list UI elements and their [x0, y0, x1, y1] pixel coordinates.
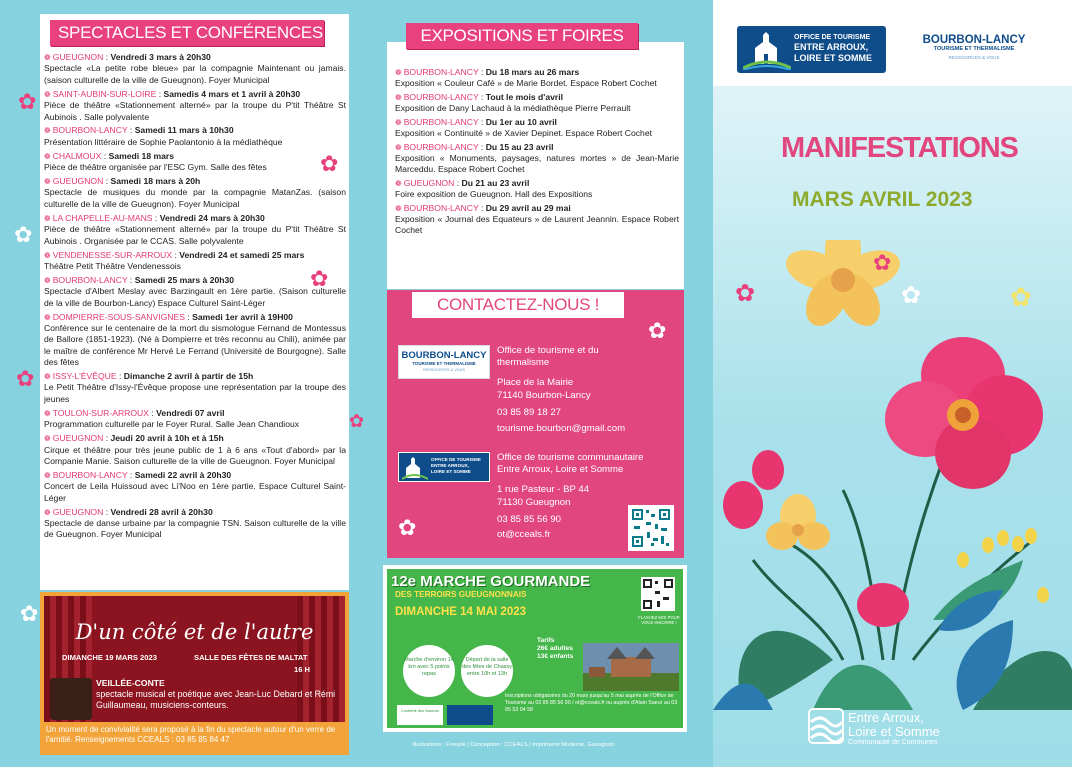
bullet-flower-icon: ❁ [44, 470, 51, 480]
ot-logo-l3: LOIRE ET SOMME [794, 53, 873, 63]
separator: : [103, 52, 111, 62]
spectacle-item-header [44, 507, 346, 518]
exposition-place: BOURBON-LANCY [403, 91, 479, 102]
pink-flower-icon: ✿ [349, 411, 365, 431]
spectacle-place: GUEUGNON [52, 52, 104, 62]
partner-logo-ot [447, 705, 493, 725]
march-qr-icon [641, 577, 675, 611]
qr-code[interactable] [628, 505, 674, 551]
spectacle-item [44, 507, 346, 541]
ot-logo-text [794, 33, 872, 64]
spectacle-date: Vendredi 28 avril à 20h30 [110, 506, 213, 517]
office2-line1: 1 rue Pasteur - BP 44 [497, 484, 590, 495]
poster-date: DIMANCHE 19 MARS 2023 [62, 653, 157, 662]
spectacle-description: Présentation littéraire de Sophie Paolantonio à la médiathèque [44, 136, 283, 147]
church-icon [402, 456, 428, 480]
office1-email[interactable]: tourisme.bourbon@gmail.com [497, 423, 626, 434]
bl-header-sub: RESSOURCES & VOUS [948, 55, 1000, 60]
separator: : [149, 407, 157, 418]
spectacle-place: BOURBON-LANCY [52, 469, 128, 480]
spectacle-item-header [44, 312, 346, 323]
separator: : [127, 274, 135, 285]
exposition-date: Du 29 avril au 29 mai [485, 202, 571, 213]
bl-header-name: BOURBON-LANCY [922, 34, 1026, 46]
office2-line2: 71130 Gueugnon [497, 497, 571, 508]
spectacle-item-header [44, 371, 346, 382]
spectacle-place: LA CHAPELLE-AU-MANS [52, 212, 153, 223]
partner-logo-1: Confrérie des Saveurs [397, 705, 443, 725]
contact-title: CONTACTEZ-NOUS ! [412, 292, 624, 318]
separator: : [478, 116, 486, 127]
exposition-description: Exposition « Monuments, paysages, natures mortes » de Jean-Marie Marceddu. Espace Robert Cochet [395, 152, 679, 175]
spectacle-place: TOULON-SUR-ARROUX [52, 407, 149, 418]
spectacle-description: Concert de Leila Huissoud avec Li'Noo en 1ère partie. Espace Culturel Saint-Léger [44, 481, 346, 503]
bullet-flower-icon: ❁ [395, 178, 402, 188]
spectacle-description: Spectacle de musiques du monde par la compagnie MatanZas. (saison culturelle de la ville de Gueugnon). Foyer Municipal [44, 187, 346, 209]
spectacle-place: BOURBON-LANCY [52, 274, 128, 285]
ot-small-l2: ENTRE ARROUX, [431, 463, 469, 468]
separator: : [156, 88, 164, 99]
spectacle-item-header [44, 433, 346, 444]
bullet-flower-icon: ❁ [44, 507, 51, 517]
spectacles-list [44, 52, 346, 543]
exposition-item [395, 67, 679, 89]
march-title: 12e MARCHE GOURMANDE [391, 573, 591, 590]
exposition-description: Exposition « Continuité » de Xavier Depinet. Espace Robert Cochet [395, 128, 653, 139]
spectacle-description: Cirque et théâtre pour très jeune public de 1 à 6 ans «Tout d'abord» par la Companie Manie. Saison culturelle de la ville de Gueugnon. Foyer Municipal [44, 444, 346, 466]
separator: : [127, 469, 135, 480]
bullet-flower-icon: ❁ [395, 117, 402, 127]
marche-gourmande-ad [383, 565, 687, 732]
spectacle-date: Samedi 18 mars [108, 150, 175, 161]
exposition-item-header [395, 67, 679, 78]
bullet-flower-icon: ❁ [44, 213, 51, 223]
pink-flower-icon: ✿ [18, 89, 37, 114]
white-flower-icon: ✿ [14, 222, 33, 247]
office1-phone: 03 85 89 18 27 [497, 407, 562, 418]
office1-line2: 71140 Bourbon-Lancy [497, 390, 591, 401]
separator: : [478, 67, 486, 77]
separator: : [103, 506, 111, 517]
exposition-item-header [395, 178, 679, 189]
bl-logo-sub: RESSOURCES & VOUS [423, 368, 465, 372]
march-qr-code[interactable] [641, 577, 675, 611]
spectacle-item [44, 408, 346, 431]
spectacle-description: Le Petit Théâtre d'Issy-l'Évêque propose une représentation par la troupe des jeunes [44, 382, 346, 404]
spectacle-description: Pièce de théâtre «Stationnement alterné» par la troupe du P'tit Théâtre St Aubinois . Organisée par le CCAS. Salle polyvalente [44, 224, 346, 246]
bullet-flower-icon: ❁ [395, 92, 402, 102]
spectacle-date: Samedi 1er avril à 19H00 [192, 311, 293, 322]
poster-venue: SALLE DES FÊTES DE MALTAT [194, 653, 308, 662]
ea-logo-l2: Loire et Somme [848, 724, 940, 739]
pink-flower [885, 337, 1043, 489]
white-flower-icon: ✿ [648, 318, 667, 343]
exposition-item-header [395, 142, 679, 153]
spectacle-date: Samedis 4 mars et 1 avril à 20h30 [163, 88, 301, 99]
exposition-date: Du 1er au 10 avril [485, 116, 557, 127]
exposition-place: BOURBON-LANCY [403, 116, 479, 127]
office2-email[interactable]: ot@cceals.fr [497, 529, 551, 540]
separator: : [478, 91, 486, 102]
pink-flower-icon: ✿ [735, 280, 756, 307]
yellow-flower-icon: ✿ [1010, 282, 1032, 312]
office1-line1: Place de la Mairie [497, 377, 574, 388]
exposition-date: Du 21 au 23 avril [461, 177, 530, 188]
spectacle-item [44, 470, 346, 504]
spectacle-item [44, 151, 346, 174]
bourbon-lancy-header-logo [916, 34, 1032, 60]
spectacle-item-header [44, 151, 346, 162]
pink-flower-icon: ✿ [320, 151, 339, 176]
veillee-conte-poster [40, 592, 349, 755]
spectacle-item-header [44, 470, 346, 481]
spectacle-item [44, 89, 346, 123]
spectacle-date: Jeudi 20 avril à 10h et à 15h [110, 433, 224, 444]
spectacle-item [44, 250, 346, 273]
spectacles-title: SPECTACLES ET CONFÉRENCES [50, 20, 324, 46]
cover-period: MARS AVRIL 2023 [792, 188, 973, 211]
poster-kind: VEILLÉE-CONTE [96, 678, 165, 688]
bullet-flower-icon: ❁ [395, 68, 402, 77]
spectacle-date: Samedi 25 mars à 20h30 [134, 274, 235, 285]
office1-address [497, 376, 625, 435]
spectacle-item-header [44, 408, 346, 419]
exposition-item [395, 142, 679, 176]
spectacle-item [44, 176, 346, 210]
spectacle-item-header [44, 125, 346, 136]
spectacle-date: Vendredi 3 mars à 20h30 [110, 52, 211, 62]
separator: : [103, 433, 111, 444]
ea-logo-name [848, 711, 940, 739]
pink-flower-icon: ✿ [873, 250, 892, 275]
separator: : [103, 176, 111, 187]
spectacle-date: Samedi 18 mars à 20h [110, 176, 201, 187]
march-circle-distance: Marche d'environ 14 km avec 5 points repas [403, 645, 455, 697]
office-tourisme-logo [737, 26, 886, 73]
separator: : [127, 125, 135, 136]
exposition-item-header [395, 117, 679, 128]
march-subtitle: DES TERROIRS GUEUGNONNAIS [395, 590, 527, 599]
office2-address [497, 483, 589, 541]
bullet-flower-icon: ❁ [44, 151, 51, 161]
bl-logo-tag: TOURISME ET THERMALISME [412, 361, 476, 366]
bullet-flower-icon: ❁ [44, 126, 51, 136]
ot-small-l1: OFFICE DE TOURISME [431, 457, 481, 462]
separator: : [184, 311, 193, 322]
exposition-date: Tout le mois d'avril [485, 91, 564, 102]
spectacle-description: Conférence sur le centenaire de la mort du sismologue Fernand de Montessus de Ballore (1851-1923). (Né à Dompierre et très reconnu au Chili), animée par le maître de conférence Mr Hervé Le Ferrand (Université de Bourgogne). Salle des fêtes [44, 322, 346, 368]
exposition-date: Du 15 au 23 avril [485, 141, 554, 152]
price-child: 13€ enfants [537, 653, 574, 660]
bl-header-tag: TOURISME ET THERMALISME [933, 46, 1015, 52]
spectacle-description: Spectacle de danse urbaine par la compagnie TSN. Saison culturelle de la ville de Gueugnon. Foyer Municipal [44, 517, 346, 540]
spectacle-item-header [44, 213, 346, 224]
bullet-flower-icon: ❁ [44, 434, 51, 444]
bullet-flower-icon: ❁ [44, 408, 51, 418]
spectacle-item [44, 371, 346, 405]
spectacle-place: DOMPIERRE-SOUS-SANVIGNES [52, 311, 185, 322]
march-inscriptions: Inscriptions obligatoires du 20 mars jusqu'au 5 mai auprès de l'Office de Tourisme au 03 85 85 56 90 / ot@cceals.fr ou auprès d'Alain Saeur au 03 85 53 04 58 [505, 693, 678, 713]
spectacle-description: Pièce de théâtre organisée par l'ESC Gym. Salle des fêtes [44, 162, 267, 173]
bullet-flower-icon: ❁ [395, 142, 402, 152]
exposition-item [395, 178, 679, 200]
spectacle-place: BOURBON-LANCY [52, 125, 128, 136]
march-circle-departure: Départ de la salle des fêtes de Chassy entre 10h et 13h [461, 645, 513, 697]
spectacle-item-header [44, 52, 346, 63]
bullet-flower-icon: ❁ [44, 250, 51, 260]
spectacle-item [44, 125, 346, 148]
exposition-date: Du 18 mars au 26 mars [485, 67, 580, 77]
exposition-item-header [395, 203, 679, 214]
bullet-flower-icon: ❁ [44, 89, 51, 99]
expositions-list [395, 67, 679, 239]
spectacle-item-header [44, 250, 346, 261]
spectacle-item-header [44, 176, 346, 187]
exposition-description: Foire exposition de Gueugnon. Hall des Expositions [395, 189, 593, 200]
spectacle-date: Dimanche 2 avril à partir de 15h [123, 371, 254, 382]
ot-logo-small [398, 452, 490, 482]
separator: : [478, 202, 486, 213]
spectacle-date: Samedi 22 avril à 20h30 [134, 469, 232, 480]
spectacle-description: Programmation culturelle par le Foyer Rural. Salle Jean Chandioux [44, 419, 300, 430]
separator: : [152, 212, 160, 223]
spectacle-item [44, 433, 346, 467]
poster-description: spectacle musical et poétique avec Jean-Luc Debard et Rémi Guillaumeau, musiciens-conteurs. [96, 689, 336, 710]
ot-logo-l2: ENTRE ARROUX, [794, 42, 869, 52]
office2-name: Office de tourisme communautaire Entre Arroux, Loire et Somme [497, 452, 644, 475]
separator: : [454, 177, 462, 188]
spectacle-place: VENDENESSE-SUR-ARROUX [52, 249, 173, 260]
white-flower-icon: ✿ [20, 601, 39, 626]
spectacle-date: Samedi 11 mars à 10h30 [134, 125, 234, 136]
bullet-flower-icon: ❁ [44, 177, 51, 187]
ea-logo-l3: Communauté de Communes [848, 739, 938, 746]
office1-name: Office de tourisme et du thermalisme [497, 345, 599, 368]
spectacle-item-header [44, 89, 346, 100]
bullet-flower-icon: ❁ [395, 203, 402, 213]
exposition-item [395, 92, 679, 114]
ea-logo-l1: Entre Arroux, [848, 710, 924, 725]
exposition-item-header [395, 92, 679, 103]
cover-title: MANIFESTATIONS [781, 132, 1018, 164]
spectacle-description: Spectacle «La petite robe bleue» par la compagnie Maintenant ou jamais. (saison culturelle de la ville de Gueugnon). Foyer Municipal [44, 63, 346, 85]
credits: Illustrations : Freepik | Conception : CCEALS | Imprimerie Moderne, Gueugnon [412, 742, 615, 748]
spectacle-place: SAINT-AUBIN-SUR-LOIRE [52, 88, 157, 99]
price-adult: 26€ adultes [537, 645, 573, 652]
exposition-place: BOURBON-LANCY [403, 202, 479, 213]
exposition-place: BOURBON-LANCY [403, 141, 479, 152]
march-qr-note: FLASHEZ-MOI POUR VOUS INSCRIRE ! [638, 615, 680, 625]
separator: : [478, 141, 486, 152]
chateau-photo [583, 643, 679, 691]
bullet-flower-icon: ❁ [44, 312, 51, 322]
bourbon-lancy-logo [398, 345, 490, 379]
pink-flower-icon: ✿ [16, 366, 35, 391]
spectacle-item [44, 312, 346, 369]
separator: : [172, 249, 180, 260]
white-flower-icon: ✿ [901, 282, 922, 309]
march-prices [537, 637, 573, 661]
exposition-description: Exposition de Dany Lachaud à la médiathèque Pierre Perrault [395, 103, 631, 114]
bullet-flower-icon: ❁ [44, 372, 51, 382]
spectacle-description: Théâtre Petit Théâtre Vendenessois [44, 260, 181, 271]
poster-time: 16 H [294, 665, 311, 674]
spectacle-place: ISSY-L'ÉVÊQUE [52, 371, 117, 382]
qr-code-icon [631, 508, 671, 548]
chateau-icon [583, 643, 679, 691]
bullet-flower-icon: ❁ [44, 275, 51, 285]
waves-icon [808, 708, 844, 744]
church-icon [743, 30, 791, 70]
exposition-item [395, 117, 679, 139]
spectacle-date: Vendredi 24 mars à 20h30 [159, 212, 265, 223]
ot-logo-l1: OFFICE DE TOURISME [794, 34, 871, 41]
price-title: Tarifs [537, 637, 555, 644]
expositions-title: EXPOSITIONS ET FOIRES [406, 23, 638, 49]
separator: : [116, 371, 124, 382]
spectacle-description: Spectacle d'Albert Meslay avec Barzingault en 1ère partie. (Saison culturelle de la ville de Bourbon-Lancy) Espace Culturel Saint-Léger [44, 286, 346, 308]
exposition-place: GUEUGNON [403, 177, 455, 188]
white-flower-icon: ✿ [398, 515, 417, 540]
ot-small-l3: LOIRE ET SOMME [431, 469, 471, 474]
exposition-description: Exposition « Couleur Café » de Marie Bordet. Espace Robert Cochet [395, 78, 657, 89]
poster-title: D'un côté et de l'autre [75, 620, 314, 644]
bl-logo-name: BOURBON-LANCY [401, 350, 487, 361]
march-date: DIMANCHE 14 MAI 2023 [395, 606, 527, 618]
performers-photo [50, 678, 92, 720]
spectacle-item [44, 52, 346, 86]
spectacle-place: GUEUGNON [52, 176, 104, 187]
exposition-place: BOURBON-LANCY [403, 67, 479, 77]
spectacle-date: Vendredi 07 avril [156, 407, 225, 418]
exposition-item [395, 203, 679, 237]
spectacle-date: Vendredi 24 et samedi 25 mars [179, 249, 305, 260]
spectacle-place: GUEUGNON [52, 506, 104, 517]
pink-flower-icon: ✿ [310, 266, 329, 291]
exposition-description: Exposition « Journal des Equateurs » de Laurent Jeannin. Espace Robert Cochet [395, 213, 679, 236]
spectacle-item [44, 275, 346, 309]
spectacle-place: CHALMOUX [52, 150, 102, 161]
poster-footer: Un moment de convivialité sera proposé à la fin du spectacle autour d'un verre de l'amitié. Renseignements CCEALS : 03 85 85 84 47 [46, 725, 336, 744]
spectacle-place: GUEUGNON [52, 433, 104, 444]
separator: : [101, 150, 109, 161]
spectacle-item-header [44, 275, 346, 286]
spectacle-item [44, 213, 346, 247]
spectacle-description: Pièce de théâtre «Stationnement alterné» par la troupe du P'tit Théâtre St Aubinois . Salle polyvalente [44, 100, 346, 122]
bullet-flower-icon: ❁ [44, 53, 51, 62]
office2-phone: 03 85 85 56 90 [497, 514, 562, 525]
